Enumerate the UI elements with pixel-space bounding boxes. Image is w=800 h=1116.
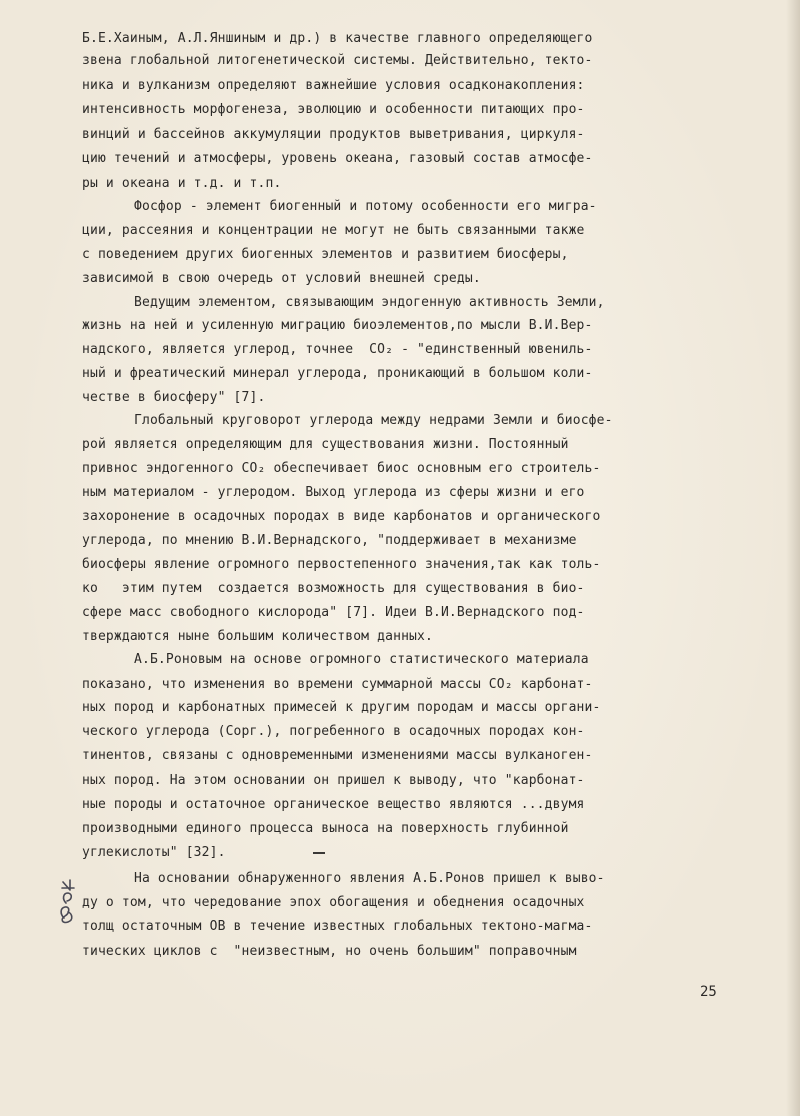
text-line: привнос эндогенного CO₂ обеспечивает биос основным его строитель- [82,461,601,476]
text-line: А.Б.Роновым на основе огромного статистического материала [134,652,589,667]
text-line: ческого углерода (Cорг.), погребенного в осадочных породах кон- [82,724,585,739]
text-line: тверждаются ныне большим количеством данных. [82,629,433,644]
text-line: ко этим путем создается возможность для существования в био- [82,581,585,596]
text-line: ры и океана и т.д. и т.п. [82,176,282,191]
handwritten-margin-note [56,866,92,926]
text-line: ные породы и остаточное органическое вещество являются ...двумя [82,797,585,812]
text-line: углерода, по мнению В.И.Вернадского, "поддерживает в механизме [82,533,577,548]
text-line: интенсивность морфогенеза, эволюцию и особенности питающих про- [82,102,585,117]
text-line: тинентов, связаны с одновременными изменениями массы вулканоген- [82,748,593,763]
text-line: зависимой в свою очередь от условий внешней среды. [82,271,481,286]
text-line: Ведущим элементом, связывающим эндогенную активность Земли, [134,295,605,310]
page-number: 25 [700,984,717,1000]
text-line: ции, рассеяния и концентрации не могут не быть связанными также [82,223,585,238]
text-line: звена глобальной литогенетической системы. Действительно, текто- [82,53,593,68]
text-line: надского, является углерод, точнее CO₂ - "единственный ювениль- [82,342,593,357]
text-line: ный и фреатический минерал углерода, проникающий в большом коли- [82,366,593,381]
text-line: честве в биосферу" [7]. [82,390,266,405]
text-line: углекислоты" [32]. [82,845,226,860]
text-line: толщ остаточным ОВ в течение известных глобальных тектоно-магма- [82,919,593,934]
text-line: сфере масс свободного кислорода" [7]. Идеи В.И.Вернадского под- [82,605,585,620]
text-line: ных пород. На этом основании он пришел к выводу, что "карбонат- [82,773,585,788]
text-line: ных пород и карбонатных примесей к другим породам и массы органи- [82,700,601,715]
text-line: Глобальный круговорот углерода между недрами Земли и биосфе- [134,413,613,428]
text-line: ника и вулканизм определяют важнейшие условия осадконакопления: [82,78,585,93]
text-line: ным материалом - углеродом. Выход углерода из сферы жизни и его [82,485,585,500]
text-line: ду о том, что чередование эпох обогащения и обеднения осадочных [82,895,585,910]
text-line: цию течений и атмосферы, уровень океана, газовый состав атмосфе- [82,151,593,166]
text-line: рой является определяющим для существования жизни. Постоянный [82,437,569,452]
text-line: Б.Е.Хаиным, А.Л.Яншиным и др.) в качестве главного определяющего [82,31,593,46]
text-line: винций и бассейнов аккумуляции продуктов выветривания, циркуля- [82,127,585,142]
text-line: показано, что изменения во времени суммарной массы CO₂ карбонат- [82,677,593,692]
text-line: производными единого процесса выноса на поверхность глубинной [82,821,569,836]
text-line: На основании обнаруженного явления А.Б.Ронов пришел к выво- [134,871,605,886]
text-line: с поведением других биогенных элементов и развитием биосферы, [82,247,569,262]
text-line: захоронение в осадочных породах в виде карбонатов и органического [82,509,601,524]
dash-mark [313,852,325,854]
text-line: биосферы явление огромного первостепенного значения,так как толь- [82,557,601,572]
text-line: жизнь на ней и усиленную миграцию биоэлементов,по мысли В.И.Вер- [82,318,593,333]
text-line: тических циклов с "неизвестным, но очень большим" поправочным [82,944,577,959]
text-line: Фосфор - элемент биогенный и потому особенности его мигра- [134,199,597,214]
